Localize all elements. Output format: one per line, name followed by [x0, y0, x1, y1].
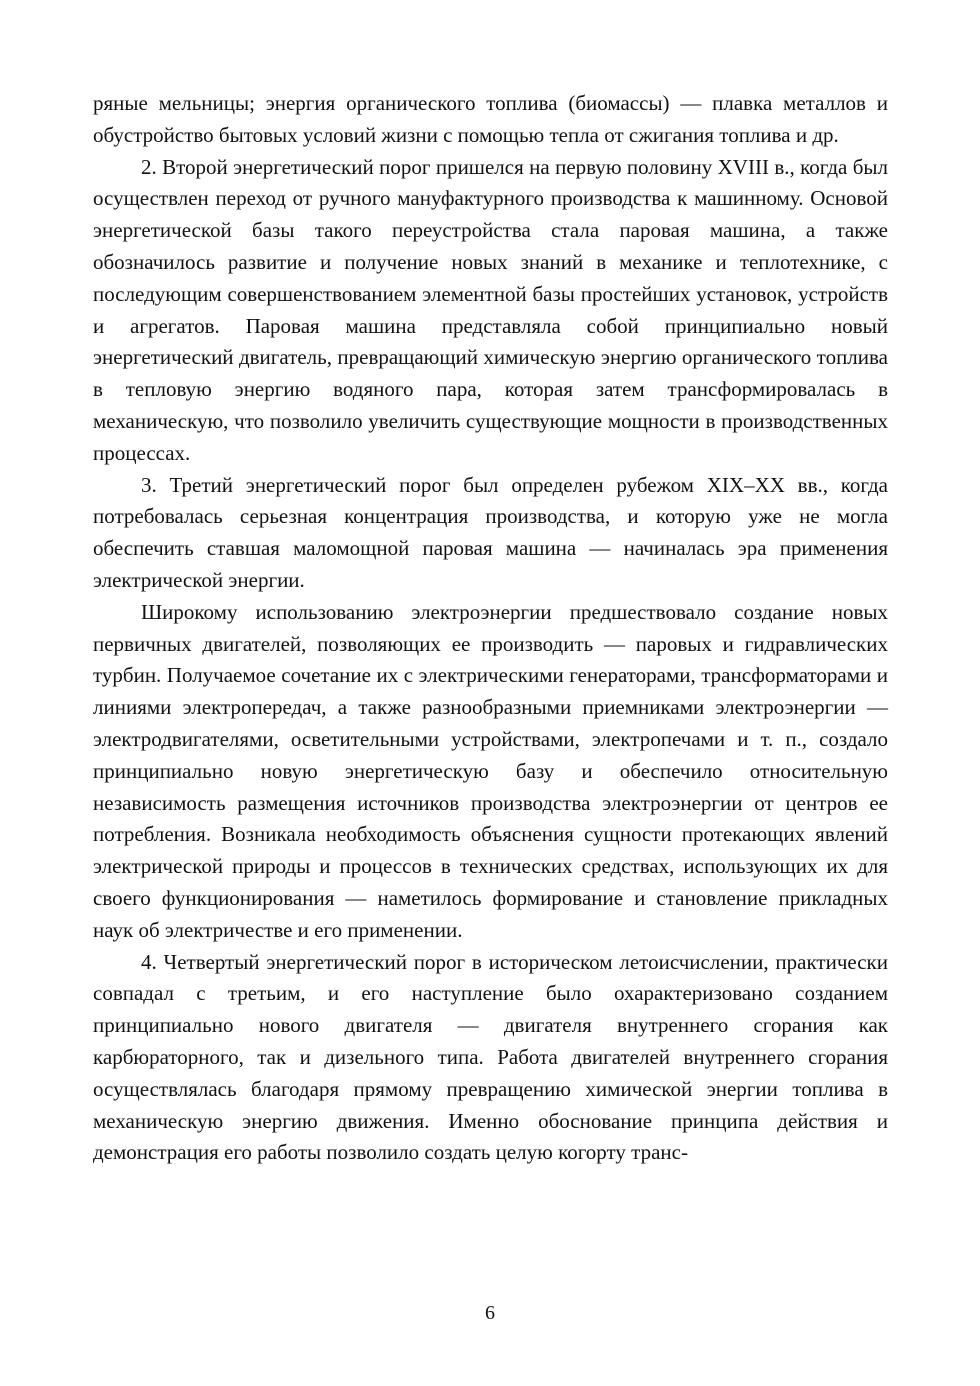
paragraph-electricity: Широкому использованию электроэнергии предшествовало создание новых первичных двигателей, позволяющих ее производить — паровых и гидравлических турбин. Получаемое сочетание их с электрическими генераторами, трансформаторами и линиями электропередач, а также разнообразными приемниками электроэнергии — электродвигателями, осветительными устройствами, электропечами и т. п., создало принципиально новую энергетическую базу и обеспечило относительную независимость размещения источников производства электроэнергии от центров ее потребления. Возникала необходимость объяснения сущности протекающих явлений электрической природы и процессов в технических средствах, использующих их для своего функционирования — наметилось формирование и становление прикладных наук об электричестве и его применении.	[93, 599, 888, 942]
paragraph-continuation: ряные мельницы; энергия органического топлива (биомассы) — плавка металлов и обустройство бытовых условий жизни с помощью тепла от сжигания топлива и др.	[93, 91, 888, 147]
paragraph-third-threshold: 3. Третий энергетический порог был определен рубежом XIX–XX вв., когда потребовалась серьезная концентрация производства, и которую уже не могла обеспечить ставшая маломощной паровая машина — начиналась эра применения электрической энергии.	[93, 472, 888, 592]
paragraph-fourth-threshold: 4. Четвертый энергетический порог в историческом летоисчислении, практически совпадал с третьим, и его наступление было охарактеризовано созданием принципиально нового двигателя — двигателя внутреннего сгорания как карбюраторного, так и дизельного типа. Работа двигателей внутреннего сгорания осуществлялась благодаря прямому превращению химической энергии топлива в механическую энергию движения. Именно обоснование принципа действия и демонстрация его работы позволило создать целую когорту транс-	[93, 949, 888, 1165]
paragraph-second-threshold: 2. Второй энергетический порог пришелся на первую половину XVIII в., когда был осуществлен переход от ручного мануфактурного производства к машинному. Основой энергетической базы такого переустройства стала паровая машина, а также обозначилось развитие и получение новых знаний в механике и теплотехнике, с последующим совершенствованием элементной базы простейших установок, устройств и агрегатов. Паровая машина представляла собой принципиально новый энергетический двигатель, превращающий химическую энергию органического топлива в тепловую энергию водяного пара, которая затем трансформировалась в механическую, что позволило увеличить существующие мощности в производственных процессах.	[93, 154, 888, 465]
body-text	[93, 88, 888, 1169]
page-number: 6	[485, 1302, 495, 1324]
